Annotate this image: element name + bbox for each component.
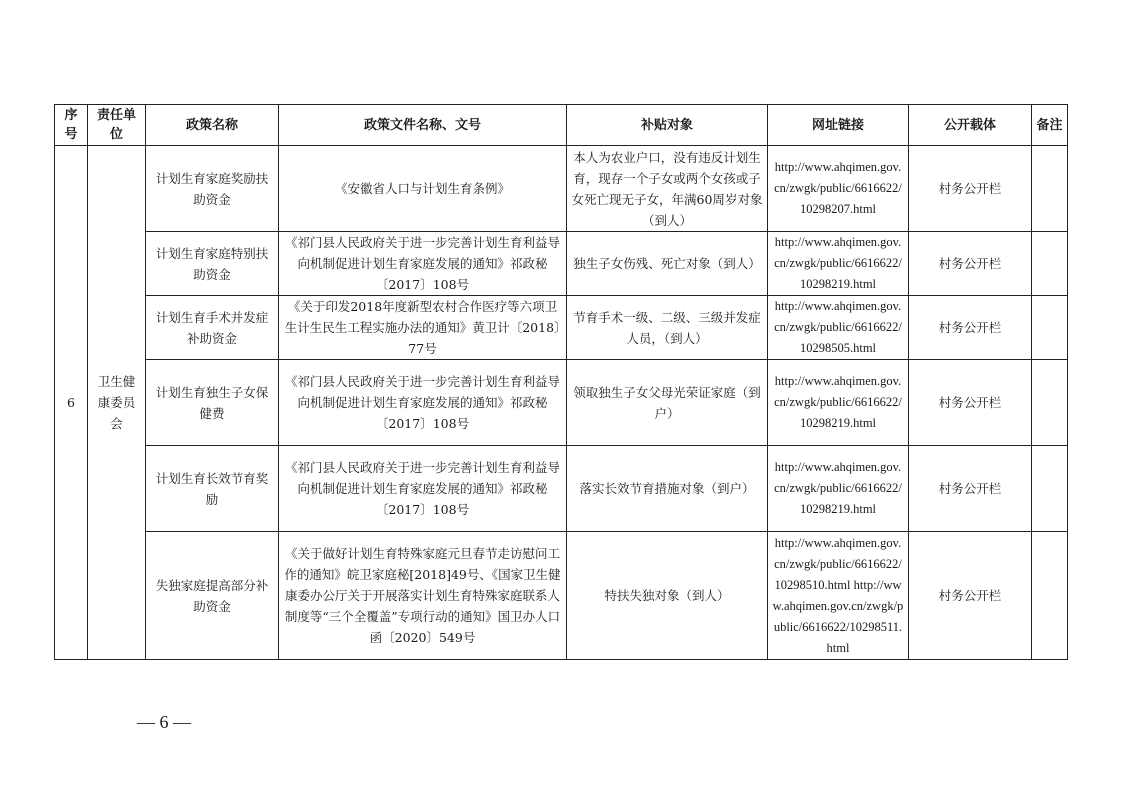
policy-name: 计划生育手术并发症补助资金	[146, 296, 279, 360]
policy-name: 计划生育长效节育奖励	[146, 446, 279, 532]
header-note: 备注	[1032, 105, 1068, 146]
file-name: 《祁门县人民政府关于进一步完善计划生育利益导向机制促进计划生育家庭发展的通知》祁政秘〔2017〕108号	[279, 360, 567, 446]
page-number: — 6 —	[137, 712, 191, 732]
header-carrier: 公开载体	[909, 105, 1032, 146]
table-row	[55, 232, 1068, 296]
subsidy-subject: 独生子女伤残、死亡对象（到人）	[567, 232, 768, 296]
table-row	[55, 360, 1068, 446]
note	[1032, 232, 1068, 296]
url-link[interactable]: http://www.ahqimen.gov.cn/zwgk/public/6616622/10298505.html	[768, 296, 909, 360]
note	[1032, 360, 1068, 446]
subsidy-subject: 落实长效节育措施对象（到户）	[567, 446, 768, 532]
header-policy: 政策名称	[146, 105, 279, 146]
header-seq: 序号	[55, 105, 88, 146]
carrier: 村务公开栏	[909, 532, 1032, 660]
table-row	[55, 146, 1068, 232]
file-name: 《祁门县人民政府关于进一步完善计划生育利益导向机制促进计划生育家庭发展的通知》祁政秘〔2017〕108号	[279, 446, 567, 532]
policy-name: 计划生育独生子女保健费	[146, 360, 279, 446]
unit-cell: 卫生健康委员会	[88, 146, 146, 660]
carrier: 村务公开栏	[909, 446, 1032, 532]
policy-name: 失独家庭提高部分补助资金	[146, 532, 279, 660]
header-url: 网址链接	[768, 105, 909, 146]
table-row	[55, 532, 1068, 660]
table-row	[55, 296, 1068, 360]
url-link[interactable]: http://www.ahqimen.gov.cn/zwgk/public/6616622/10298219.html	[768, 232, 909, 296]
header-unit: 责任单位	[88, 105, 146, 146]
carrier: 村务公开栏	[909, 360, 1032, 446]
file-name: 《关于做好计划生育特殊家庭元旦春节走访慰问工作的通知》皖卫家庭秘[2018]49号、《国家卫生健康委办公厅关于开展落实计划生育特殊家庭联系人制度等“三个全覆盖”专项行动的通知》国卫办人口函〔2020〕549号	[279, 532, 567, 660]
subsidy-subject: 本人为农业户口，没有违反计划生育，现存一个子女或两个女孩或子女死亡现无子女，年满60周岁对象（到人）	[567, 146, 768, 232]
header-subject: 补贴对象	[567, 105, 768, 146]
seq-cell: 6	[55, 146, 88, 660]
header-file: 政策文件名称、文号	[279, 105, 567, 146]
subsidy-subject: 特扶失独对象（到人）	[567, 532, 768, 660]
policy-table	[54, 104, 1068, 660]
url-link[interactable]: http://www.ahqimen.gov.cn/zwgk/public/6616622/10298207.html	[768, 146, 909, 232]
policy-name: 计划生育家庭特别扶助资金	[146, 232, 279, 296]
note	[1032, 146, 1068, 232]
note	[1032, 296, 1068, 360]
file-name: 《关于印发2018年度新型农村合作医疗等六项卫生计生民生工程实施办法的通知》黄卫计〔2018〕77号	[279, 296, 567, 360]
subsidy-subject: 领取独生子女父母光荣证家庭（到户）	[567, 360, 768, 446]
table-row	[55, 446, 1068, 532]
file-name: 《安徽省人口与计划生育条例》	[279, 146, 567, 232]
note	[1032, 532, 1068, 660]
carrier: 村务公开栏	[909, 146, 1032, 232]
carrier: 村务公开栏	[909, 296, 1032, 360]
url-link[interactable]: http://www.ahqimen.gov.cn/zwgk/public/6616622/10298219.html	[768, 446, 909, 532]
header-row	[55, 105, 1068, 146]
url-link[interactable]: http://www.ahqimen.gov.cn/zwgk/public/6616622/10298510.html http://www.ahqimen.gov.cn/zwgk/public/6616622/10298511.html	[768, 532, 909, 660]
file-name: 《祁门县人民政府关于进一步完善计划生育利益导向机制促进计划生育家庭发展的通知》祁政秘〔2017〕108号	[279, 232, 567, 296]
carrier: 村务公开栏	[909, 232, 1032, 296]
policy-name: 计划生育家庭奖励扶助资金	[146, 146, 279, 232]
subsidy-subject: 节育手术一级、二级、三级并发症人员，（到人）	[567, 296, 768, 360]
note	[1032, 446, 1068, 532]
url-link[interactable]: http://www.ahqimen.gov.cn/zwgk/public/6616622/10298219.html	[768, 360, 909, 446]
